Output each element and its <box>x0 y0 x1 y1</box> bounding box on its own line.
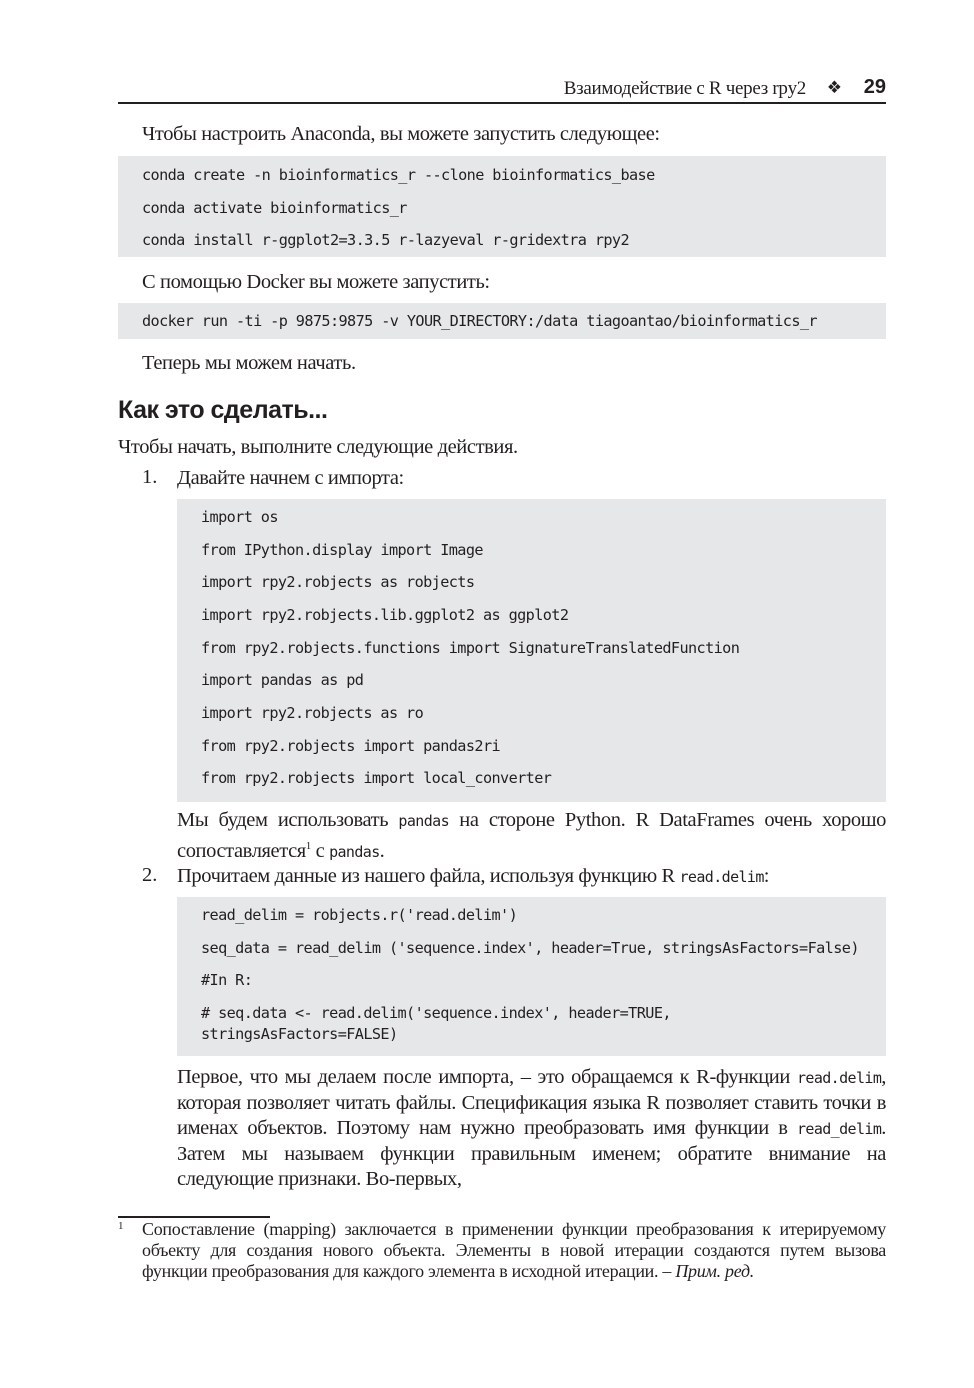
text-run: . Затем мы называем функции правильным именем; обратите внимание на следующие признаки. Во-первых, <box>177 1117 886 1190</box>
read-delim-code-block <box>177 897 886 1056</box>
text-run: Сопоставление (mapping) заключается в применении функции преобразования к итерируемому объекту для создания нового объекта. Элементы в новой итерации создаются путем вызова функции преобразования для каждого элемента в исходной итерации. – <box>142 1219 886 1281</box>
inline-code: pandas <box>329 842 380 861</box>
code-line: from rpy2.robjects import pandas2ri <box>201 737 501 755</box>
step-1-explanation <box>177 808 886 865</box>
footnote-ref[interactable]: 1 <box>305 840 311 852</box>
code-line: #In R: <box>201 971 253 989</box>
code-line: stringsAsFactors=FALSE) <box>201 1025 398 1043</box>
page-number: 29 <box>863 76 886 98</box>
code-line: import rpy2.robjects as ro <box>201 704 424 722</box>
code-line: # seq.data <- read.delim('sequence.index', header=TRUE, <box>201 1004 671 1022</box>
text-run: с <box>310 839 330 862</box>
code-line: from rpy2.robjects import local_converter <box>201 769 552 787</box>
anaconda-intro: Чтобы настроить Anaconda, вы можете запустить следующее: <box>142 123 660 145</box>
anaconda-code-block <box>118 156 886 257</box>
running-header <box>118 74 886 104</box>
footnote-text <box>142 1219 886 1282</box>
inline-code: read_delim <box>796 1120 882 1138</box>
code-line: import os <box>201 508 278 526</box>
code-line: import rpy2.robjects.lib.ggplot2 as ggplot2 <box>201 606 569 624</box>
text-run: Мы будем использовать <box>177 809 399 831</box>
code-line: conda install r-ggplot2=3.3.5 r-lazyeval r-gridextra rpy2 <box>142 231 629 249</box>
imports-code-block <box>177 499 886 802</box>
footnote-mark: 1 <box>118 1220 124 1232</box>
ornament-icon: ❖ <box>826 78 842 97</box>
text-run: : <box>763 865 770 887</box>
running-title: Взаимодействие с R через rpy2 <box>563 78 806 99</box>
docker-intro: С помощью Docker вы можете запустить: <box>142 271 490 293</box>
inline-code: read.delim <box>796 1069 882 1087</box>
text-run: на стороне Python. R DataFrames очень хорошо сопоставляется <box>177 809 886 862</box>
step-number: 1. <box>142 466 158 488</box>
step-text: Давайте начнем с импорта: <box>177 467 404 489</box>
section-heading: Как это сделать... <box>118 396 328 424</box>
text-run: Первое, что мы делаем после импорта, – это обращаемся к R-функции <box>177 1066 797 1088</box>
inline-code: pandas <box>398 812 450 830</box>
text-run: , которая позволяет читать файлы. Спецификация языка R позволяет ставить точки в именах объектов. Поэтому нам нужно преобразовать имя функции в <box>177 1066 886 1139</box>
step-text <box>177 864 769 890</box>
docker-code-block <box>118 303 886 339</box>
inline-code: read.delim <box>679 868 764 886</box>
code-line: conda activate bioinformatics_r <box>142 199 407 217</box>
text-run: . <box>379 839 385 862</box>
code-line: read_delim = robjects.r('read.delim') <box>201 906 518 924</box>
editor-note: Прим. ред. <box>675 1261 754 1281</box>
step-number: 2. <box>142 864 158 886</box>
section-lead: Чтобы начать, выполните следующие действия. <box>118 436 518 458</box>
code-line: from IPython.display import Image <box>201 541 483 559</box>
code-line: import rpy2.robjects as robjects <box>201 573 475 591</box>
text-run: Прочитаем данные из нашего файла, используя функцию R <box>177 865 680 887</box>
code-line: import pandas as pd <box>201 671 364 689</box>
code-line: conda create -n bioinformatics_r --clone bioinformatics_base <box>142 166 655 184</box>
start-text: Теперь мы можем начать. <box>142 352 356 374</box>
step-2-explanation <box>177 1065 886 1192</box>
footnote-divider <box>118 1216 270 1218</box>
code-line: seq_data = read_delim ('sequence.index', header=True, stringsAsFactors=False) <box>201 939 859 957</box>
code-line: docker run -ti -p 9875:9875 -v YOUR_DIRECTORY:/data tiagoantao/bioinformatics_r <box>142 312 817 330</box>
code-line: from rpy2.robjects.functions import SignatureTranslatedFunction <box>201 639 740 657</box>
